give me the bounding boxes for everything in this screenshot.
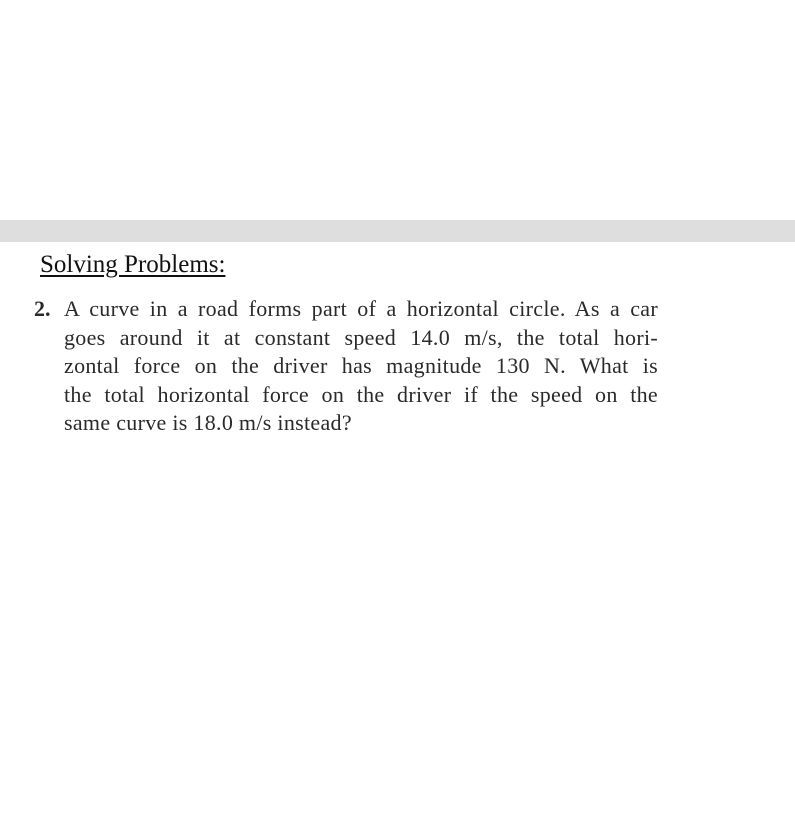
problem-text-line: the total horizontal force on the driver if the speed on the xyxy=(64,381,658,407)
problem-number: 2. xyxy=(34,296,51,321)
problem-text-line: goes around it at constant speed 14.0 m/s, the total hori- xyxy=(64,324,658,350)
divider-band xyxy=(0,220,795,242)
blank-top-area xyxy=(0,0,795,220)
section-heading: Solving Problems: xyxy=(40,251,226,278)
problem-item xyxy=(34,295,674,438)
problem-text-line: zontal force on the driver has magnitude 130 N. What is xyxy=(64,353,658,378)
problem-text-line: A curve in a road forms part of a horizontal circle. As a car xyxy=(64,296,658,321)
problem-text-line: same curve is 18.0 m/s instead? xyxy=(64,410,352,435)
problem-text xyxy=(64,295,658,438)
